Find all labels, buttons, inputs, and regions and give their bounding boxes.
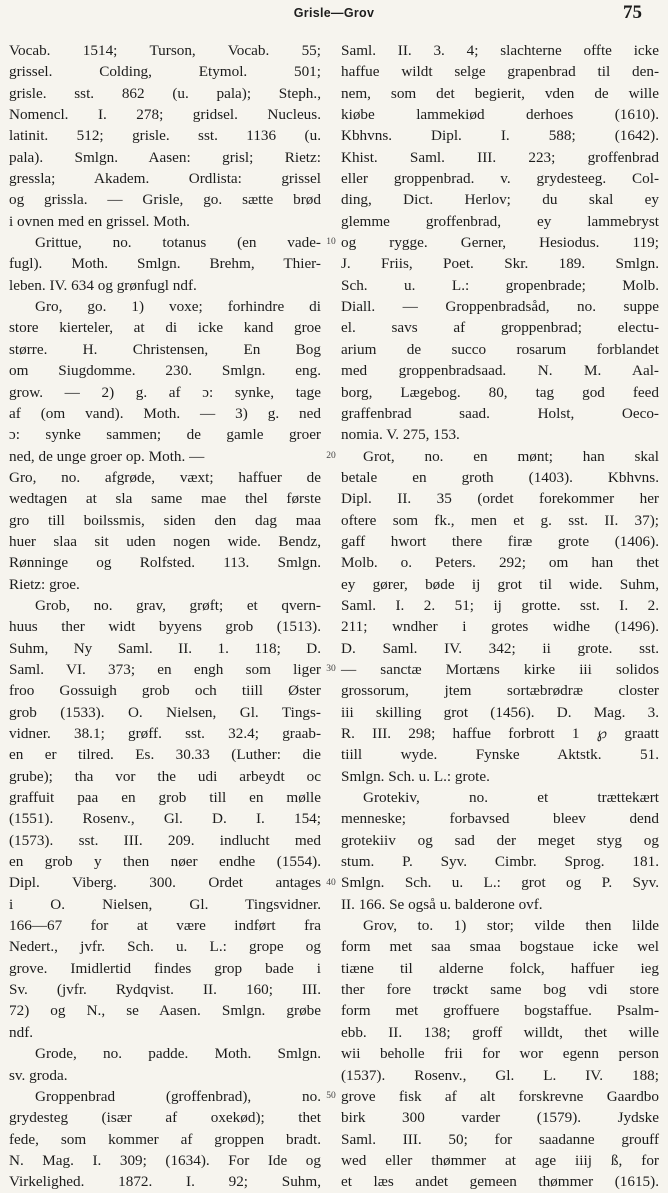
left-column-line: ɔ: synke sammen; de gamle groer: [9, 426, 321, 444]
left-column-line: Vocab. 1514; Turson, Vocab. 55;: [9, 42, 321, 59]
left-column-line: (1551). Rosenv., Gl. D. I. 154;: [9, 810, 321, 828]
right-column-line: kiøbe lammekiød derhoes (1610).: [341, 106, 659, 124]
left-column-line: grissel. Colding, Etymol. 501;: [9, 63, 321, 81]
left-column-line: Nedert., jvfr. Sch. u. L.: grope og: [9, 938, 321, 956]
right-column-line: Saml. II. 3. 4; slachterne offte icke: [341, 42, 659, 59]
right-column-line: og rygge. Gerner, Hesiodus. 119;: [341, 234, 659, 252]
right-column-line: D. Saml. IV. 342; ii grote. sst.: [341, 639, 659, 657]
right-column-line: eller groppenbrad. v. grydesteeg. Col-: [341, 170, 659, 188]
right-column-line: tiæne til alderne folck, haffuer ieg: [341, 959, 659, 977]
left-column-line: leben. IV. 634 og grønfugl ndf.: [9, 276, 197, 294]
left-column-line: af (om vand). Moth. — 3) g. ned: [9, 404, 321, 422]
right-column-line: graffenbrad saad. Holst, Oeco-: [341, 404, 659, 422]
left-column-line: fugl). Moth. Smlgn. Brehm, Thier-: [9, 255, 321, 273]
left-column-line: froo Gossuigh grob och tiill Øster: [9, 682, 321, 700]
left-column-line: Rønninge og Rolfsted. 113. Smlgn.: [9, 554, 321, 572]
margin-line-number: 20: [326, 450, 336, 461]
left-column-line: ned, de unge groer op. Moth. —: [9, 447, 205, 465]
right-column-line: stum. P. Syv. Cimbr. Sprog. 181.: [341, 853, 659, 871]
right-column-line: nomia. V. 275, 153.: [341, 426, 460, 444]
left-column-line: en grob y then nøer endhe (1554).: [9, 853, 321, 871]
right-column-line: Molb. o. Peters. 292; om han thet: [341, 554, 659, 572]
left-column-line: latinit. 512; grisle. sst. 1136 (u.: [9, 127, 321, 145]
left-column-line: større. H. Christensen, En Bog: [9, 340, 321, 358]
left-column-line: graffuit paa en grob till en mølle: [9, 789, 321, 807]
right-column-line: grossorum, jtem sortæbrødræ closter: [341, 682, 659, 700]
left-column-line: grisle. sst. 862 (u. pala); Steph.,: [9, 84, 321, 102]
left-column-line: fede, som kommer af groppen bradt.: [9, 1130, 321, 1148]
left-column-line: huer slaa sit uden nogen wide. Bendz,: [9, 532, 321, 550]
left-column-line: Groppenbrad (groffenbrad), no.: [35, 1087, 321, 1105]
left-column-line: gressla; Akadem. Ordlista: grissel: [9, 170, 321, 188]
right-column-line: II. 166. Se også u. balderone ovf.: [341, 895, 543, 913]
right-column-line: tiill wyde. Fynske Aktstk. 51.: [341, 746, 659, 764]
left-column-line: store kierteler, at di icke kand groe: [9, 319, 321, 337]
left-column-line: Virkelighed. 1872. I. 92; Suhm,: [9, 1173, 321, 1191]
right-column-line: Grotekiv, no. et trættekært: [363, 789, 659, 807]
left-column-line: Grob, no. grav, grøft; et qvern-: [35, 596, 321, 614]
margin-line-number: 40: [326, 877, 336, 888]
left-column-line: Suhm, Ny Saml. II. 1. 118; D.: [9, 639, 321, 657]
margin-line-number: 10: [326, 237, 336, 248]
right-column-line: (1537). Rosenv., Gl. L. IV. 188;: [341, 1066, 659, 1084]
left-column-line: sv. groda.: [9, 1066, 68, 1084]
right-column-line: grove fisk af alt forskrevne Gaardbo: [341, 1087, 659, 1105]
left-column-line: Nomencl. I. 278; gridsel. Nucleus.: [9, 106, 321, 124]
left-column-line: Saml. VI. 373; en engh som liger: [9, 660, 321, 678]
right-column-line: med groppenbradsaad. N. M. Aal-: [341, 362, 659, 380]
left-column-line: i O. Nielsen, Gl. Tingsvidner.: [9, 895, 321, 913]
left-column-line: wedtagen at sla same mae thel første: [9, 490, 321, 508]
right-column-line: Khist. Saml. III. 223; groffenbrad: [341, 148, 659, 166]
right-column-line: el. savs af groppenbrad; electu-: [341, 319, 659, 337]
right-column-line: Saml. III. 50; for saadanne grouff: [341, 1130, 659, 1148]
left-column-line: huus ther widt byyens grob (1513).: [9, 618, 321, 636]
right-column-line: Kbhvns. Dipl. I. 588; (1642).: [341, 127, 659, 145]
right-column-line: glemme groffenbrad, ey lammebryst: [341, 212, 659, 230]
right-column-line: ebb. II. 138; groff willdt, thet wille: [341, 1023, 659, 1041]
right-column-line: et læs andet gemeen thømmer (1615).: [341, 1173, 659, 1191]
right-column-line: haffue wildt selge grapenbrad til den-: [341, 63, 659, 81]
right-column-line: nem, som det begierit, vden de wille: [341, 84, 659, 102]
right-column-line: arium de succo rosarum forblandet: [341, 340, 659, 358]
left-column-line: Grittue, no. totanus (en vade-: [35, 234, 321, 252]
left-column-line: Gro, no. afgrøde, væxt; haffuer de: [9, 468, 321, 486]
right-column-line: 211; wndher i grotes widhe (1496).: [341, 618, 659, 636]
right-column-line: Sch. u. L.: gropenbrade; Molb.: [341, 276, 659, 294]
left-column: [9, 40, 321, 1191]
right-column-line: Saml. I. 2. 51; ij grotte. sst. I. 2.: [341, 596, 659, 614]
left-column-line: grydesteg (især af oxekød); thet: [9, 1109, 321, 1127]
left-column-line: grow. — 2) g. af ɔ: synke, tage: [9, 383, 321, 401]
right-column-line: ey gører, bøde ij grot til wide. Suhm,: [341, 575, 659, 593]
right-column-line: Dipl. II. 35 (ordet forekommer her: [341, 490, 659, 508]
right-column-line: borg, Lægebog. 80, tag god feed: [341, 383, 659, 401]
left-column-line: Gro, go. 1) voxe; forhindre di: [35, 298, 321, 316]
left-column-line: Rietz: groe.: [9, 575, 80, 593]
page-header: [0, 0, 668, 30]
right-column-line: menneske; forbavsed bleev dend: [341, 810, 659, 828]
right-column-line: oftere som fk., men et g. sst. II. 37);: [341, 511, 659, 529]
left-column-line: grob (1533). O. Nielsen, Gl. Tings-: [9, 703, 321, 721]
margin-line-number: 50: [326, 1091, 336, 1102]
left-column-line: Sv. (jvfr. Rydqvist. II. 160; III.: [9, 981, 321, 999]
left-column-line: i ovnen med en grissel. Moth.: [9, 212, 190, 230]
left-column-line: grove. Imidlertid findes grop bade i: [9, 959, 321, 977]
left-column-line: ndf.: [9, 1023, 34, 1041]
right-column-line: ther fore trøckt same bog vdi store: [341, 981, 659, 999]
right-column-line: birk 300 varder (1579). Jydske: [341, 1109, 659, 1127]
left-column-line: grube); tha vor the udi arbeydt oc: [9, 767, 321, 785]
right-column-line: Smlgn. Sch. u. L.: grote.: [341, 767, 490, 785]
right-column-line: wed eller thømmer at age iiij ß, for: [341, 1151, 659, 1169]
right-column-line: Grot, no. en mønt; han skal: [363, 447, 659, 465]
right-column-line: Diall. — Groppenbradsåd, no. suppe: [341, 298, 659, 316]
page-number: 75: [623, 2, 642, 23]
margin-line-number: 30: [326, 664, 336, 675]
right-column: [341, 40, 659, 1191]
left-column-line: 72) og N., se Aasen. Smlgn. grøbe: [9, 1002, 321, 1020]
right-column-line: gaff hwort there firæ grote (1406).: [341, 532, 659, 550]
right-column-line: grotekiiv og sad der meget styg og: [341, 831, 659, 849]
running-head: Grisle—Grov: [293, 6, 375, 20]
left-column-line: vidner. 38.1; grøff. sst. 32.4; graab-: [9, 725, 321, 742]
left-column-line: N. Mag. I. 309; (1634). For Ide og: [9, 1151, 321, 1169]
right-column-line: — sanctæ Mortæns kirke iii solidos: [341, 660, 659, 678]
left-column-line: (1573). sst. III. 209. indlucht med: [9, 831, 321, 849]
right-column-line: iii skilling grot (1456). D. Mag. 3.: [341, 703, 659, 721]
right-column-line: J. Friis, Poet. Skr. 189. Smlgn.: [341, 255, 659, 273]
left-column-line: Dipl. Viberg. 300. Ordet antages: [9, 874, 321, 892]
right-column-line: Grov, to. 1) stor; vilde then lilde: [363, 917, 659, 935]
right-column-line: ding, Dict. Herlov; du skal ey: [341, 191, 659, 209]
left-column-line: en er tilred. Es. 30.33 (Luther: die: [9, 746, 321, 764]
right-column-line: form met saa smaa bogstaue icke wel: [341, 938, 659, 956]
right-column-line: wii beholle frii for wor egenn person: [341, 1045, 659, 1063]
right-column-line: Smlgn. Sch. u. L.: grot og P. Syv.: [341, 874, 659, 892]
left-column-line: Grode, no. padde. Moth. Smlgn.: [35, 1045, 321, 1063]
right-column-line: form met groffuere bogstaffue. Psalm-: [341, 1002, 659, 1020]
left-column-line: pala). Smlgn. Aasen: grisl; Rietz:: [9, 148, 321, 166]
left-column-line: om Siugdomme. 230. Smlgn. eng.: [9, 362, 321, 380]
left-column-line: og grissla. — Grisle, go. sætte brød: [9, 191, 321, 209]
left-column-line: gro till boilssmis, siden den dag maa: [9, 511, 321, 529]
right-column-line: R. III. 298; haffue forbrott 1 ℘ graatt: [341, 725, 659, 742]
right-column-line: betale en groth (1403). Kbhvns.: [341, 468, 659, 486]
left-column-line: 166—67 for at være indført fra: [9, 917, 321, 935]
